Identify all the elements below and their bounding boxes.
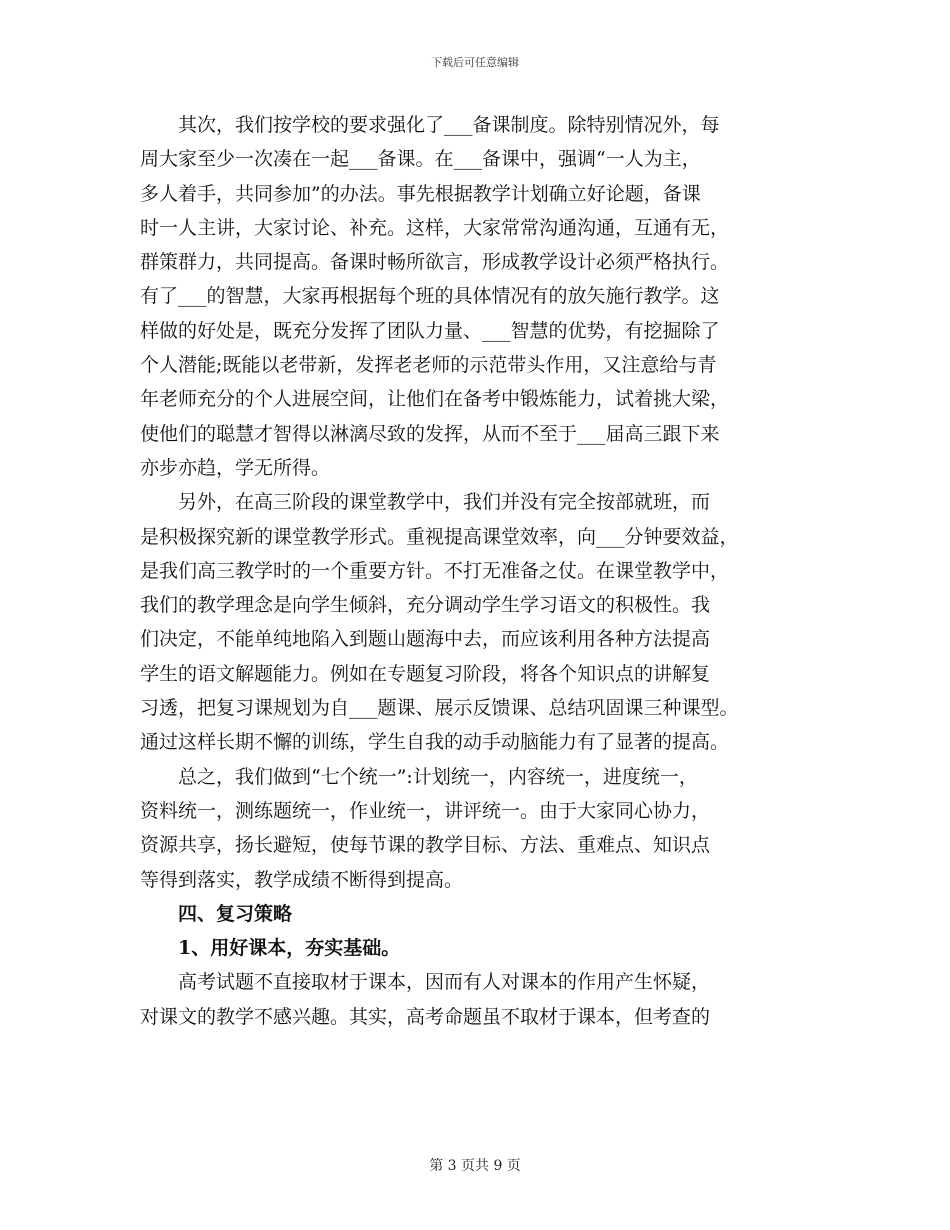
page-header: 下载后可任意编辑 — [431, 56, 519, 69]
paragraph-line: 周大家至少一次凑在一起___备课。在___备课中，强调“一人为主， — [140, 148, 701, 171]
paragraph-line: 使他们的聪慧才智得以淋漓尽致的发挥，从而不至于___届高三跟下来 — [140, 422, 720, 445]
paragraph-line: 时一人主讲，大家讨论、补充。这样，大家常常沟通沟通，互通有无， — [140, 216, 730, 239]
paragraph-line: 是积极探究新的课堂教学形式。重视提高课堂效率，向___分钟要效益， — [140, 525, 739, 548]
paragraph-line: 们决定，不能单纯地陷入到题山题海中去，而应该利用各种方法提高 — [140, 628, 711, 651]
paragraph-line: 是我们高三教学时的一个重要方针。不打无准备之仗。在课堂教学中， — [140, 559, 730, 582]
paragraph-line: 其次，我们按学校的要求强化了___备课制度。除特别情况外，每 — [178, 114, 720, 136]
document-body — [140, 108, 820, 1034]
paragraph-line: 有了___的智慧，大家再根据每个班的具体情况有的放矢施行教学。这 — [140, 285, 720, 308]
paragraph-line: 另外，在高三阶段的课堂教学中，我们并没有完全按部就班，而 — [178, 491, 711, 514]
paragraph-line: 样做的好处是，既充分发挥了团队力量、___智慧的优势，有挖掘除了 — [140, 319, 720, 342]
paragraph-line: 总之，我们做到“七个统一”:计划统一，内容统一，进度统一， — [178, 765, 698, 788]
paragraph-line: 亦步亦趋，学无所得。 — [140, 456, 331, 479]
paragraph-line: 等得到落实，教学成绩不断得到提高。 — [140, 868, 464, 891]
paragraph-line: 群策群力，共同提高。备课时畅所欲言，形成教学设计必须严格执行。 — [140, 251, 730, 274]
paragraph-line: 我们的教学理念是向学生倾斜，充分调动学生学习语文的积极性。我 — [140, 594, 711, 617]
subsection-heading: 1、用好课本，夯实基础。 — [178, 937, 401, 960]
paragraph-line: 资源共享，扬长避短，使每节课的教学目标、方法、重难点、知识点 — [140, 834, 711, 857]
paragraph-line: 多人着手，共同参加”的办法。事先根据教学计划确立好论题，备课 — [140, 182, 701, 205]
paragraph-line: 习透，把复习课规划为自___题课、展示反馈课、总结巩固课三种课型。 — [140, 697, 739, 720]
paragraph-line: 高考试题不直接取材于课本，因而有人对课本的作用产生怀疑， — [178, 971, 711, 994]
paragraph-line: 个人潜能;既能以老带新，发挥老老师的示范带头作用，又注意给与青 — [140, 354, 717, 377]
section-heading: 四、复习策略 — [178, 902, 293, 925]
page-footer: 第 3 页共 9 页 — [429, 1158, 521, 1174]
paragraph-line: 资料统一，测练题统一，作业统一，讲评统一。由于大家同心协力， — [140, 799, 711, 822]
paragraph-line: 对课文的教学不感兴趣。其实，高考命题虽不取材于课本，但考查的 — [140, 1005, 711, 1028]
paragraph-line: 年老师充分的个人进展空间，让他们在备考中锻炼能力，试着挑大梁， — [140, 388, 730, 411]
paragraph-line: 学生的语文解题能力。例如在专题复习阶段，将各个知识点的讲解复 — [140, 662, 711, 685]
paragraph-line: 通过这样长期不懈的训练，学生自我的动手动脑能力有了显著的提高。 — [140, 731, 730, 754]
